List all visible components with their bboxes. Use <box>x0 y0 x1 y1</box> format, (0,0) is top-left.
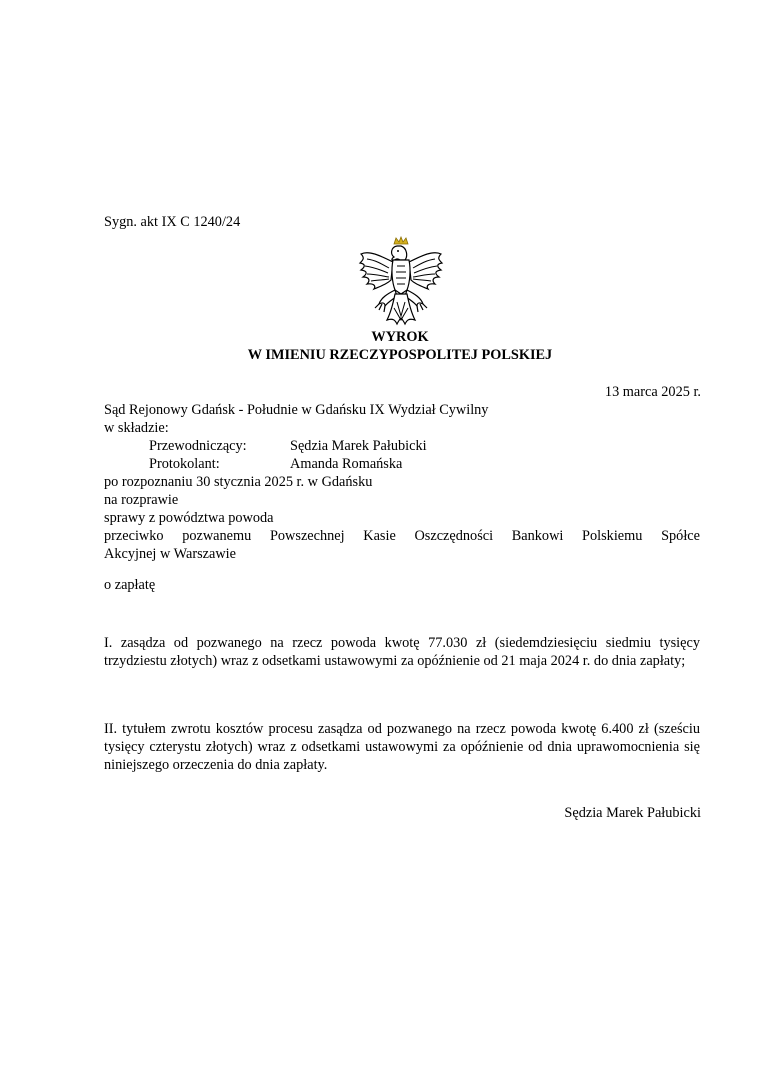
judge-signature: Sędzia Marek Pałubicki <box>564 805 701 821</box>
court-name: Sąd Rejonowy Gdańsk - Południe w Gdańsku IX Wydział Cywilny <box>104 402 489 418</box>
hearing-type: na rozprawie <box>104 492 179 508</box>
clerk-name: Amanda Romańska <box>290 456 403 472</box>
document-title: WYROK <box>371 329 429 345</box>
composition-label: w składzie: <box>104 420 169 436</box>
defendant-line: przeciwko pozwanemu Powszechnej Kasie Oszczędności Bankowi Polskiemu Spółce <box>104 528 700 544</box>
document-subtitle: W IMIENIU RZECZYPOSPOLITEJ POLSKIEJ <box>247 347 553 363</box>
presiding-name: Sędzia Marek Pałubicki <box>290 438 427 454</box>
presiding-label: Przewodniczący: <box>149 438 247 454</box>
ruling-paragraph-2: II. tytułem zwrotu kosztów procesu zasądza od pozwanego na rzecz powoda kwotę 6.400 zł (sześciu tysięcy czterystu złotych) wraz z odsetkami ustawowymi za opóźnienie od dnia uprawomocnienia się niniejszego orzeczenia do dnia zapłaty. <box>104 721 700 773</box>
judgment-date: 13 marca 2025 r. <box>604 384 701 400</box>
polish-eagle-emblem-icon <box>357 236 445 328</box>
defendant-line-continued: Akcyjnej w Warszawie <box>104 546 236 562</box>
ruling-paragraph-1: I. zasądza od pozwanego na rzecz powoda kwotę 77.030 zł (siedemdziesięciu siedmiu tysięcy trzydziestu złotych) wraz z odsetkami ustawowymi za opóźnienie od 21 maja 2024 r. do dnia zapłaty; <box>104 635 700 669</box>
case-line: sprawy z powództwa powoda <box>104 510 274 526</box>
case-signature: Sygn. akt IX C 1240/24 <box>104 214 241 230</box>
case-subject: o zapłatę <box>104 577 156 593</box>
clerk-label: Protokolant: <box>149 456 220 472</box>
hearing-line: po rozpoznaniu 30 stycznia 2025 r. w Gdańsku <box>104 474 373 490</box>
